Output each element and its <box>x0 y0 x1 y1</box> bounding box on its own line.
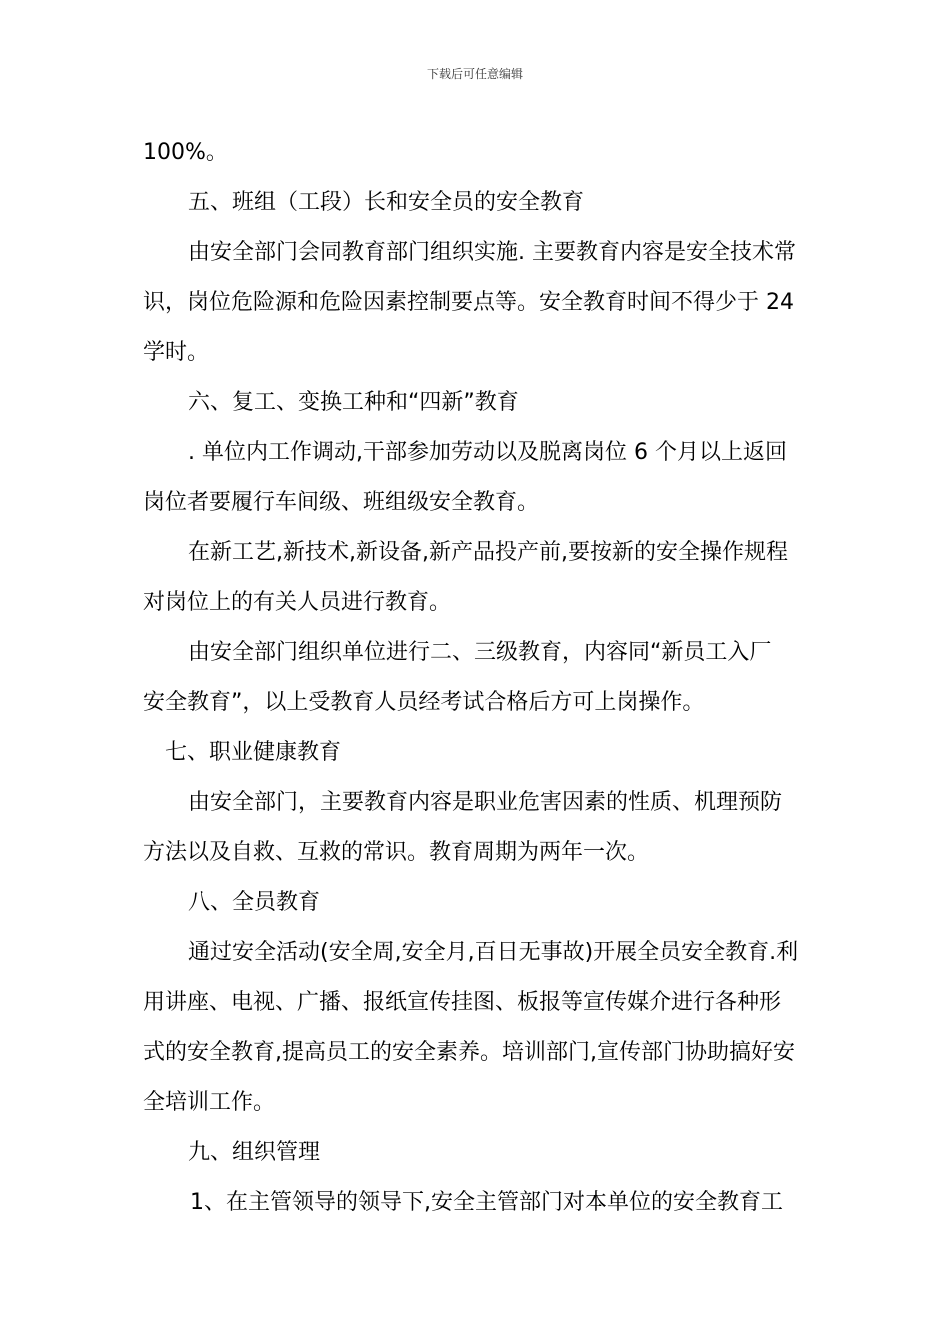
paragraph-line: 识，岗位危险源和危险因素控制要点等。安全教育时间不得少于 24 <box>143 290 794 315</box>
paragraph-line: 方法以及自救、互救的常识。教育周期为两年一次。 <box>143 840 650 865</box>
paragraph-line: 1、在主管领导的领导下,安全主管部门对本单位的安全教育工 <box>190 1190 783 1215</box>
section-heading: 五、班组（工段）长和安全员的安全教育 <box>188 190 585 215</box>
paragraph-line: 对岗位上的有关人员进行教育。 <box>143 590 452 615</box>
section-heading: 九、组织管理 <box>188 1140 321 1165</box>
header-note: 下载后可任意编辑 <box>426 67 523 81</box>
paragraph-line: 式的安全教育,提高员工的安全素养。培训部门,宣传部门协助搞好安 <box>143 1040 795 1065</box>
section-heading: 六、复工、变换工种和“四新”教育 <box>188 390 519 415</box>
paragraph-line: . 单位内工作调动,干部参加劳动以及脱离岗位 6 个月以上返回 <box>188 440 787 465</box>
paragraph-line: 全培训工作。 <box>143 1090 276 1115</box>
section-heading: 八、全员教育 <box>188 890 321 915</box>
paragraph-line: 由安全部门组织单位进行二、三级教育，内容同“新员工入厂 <box>188 640 772 665</box>
text-line: 100%。 <box>143 140 228 165</box>
paragraph-line: 安全教育”，以上受教育人员经考试合格后方可上岗操作。 <box>143 690 705 715</box>
paragraph-line: 在新工艺,新技术,新设备,新产品投产前,要按新的安全操作规程 <box>188 540 788 565</box>
paragraph-line: 学时。 <box>143 340 210 365</box>
document-body <box>143 128 810 1228</box>
paragraph-line: 岗位者要履行车间级、班组级安全教育。 <box>143 490 540 515</box>
paragraph-line: 通过安全活动(安全周,安全月,百日无事故)开展全员安全教育.利 <box>188 940 799 965</box>
paragraph-line: 用讲座、电视、广播、报纸宣传挂图、板报等宣传媒介进行各种形 <box>143 990 782 1015</box>
paragraph-line: 由安全部门会同教育部门组织实施. 主要教育内容是安全技术常 <box>188 240 796 265</box>
paragraph-line: 由安全部门，主要教育内容是职业危害因素的性质、机理预防 <box>188 790 783 815</box>
section-heading: 七、职业健康教育 <box>165 740 342 765</box>
